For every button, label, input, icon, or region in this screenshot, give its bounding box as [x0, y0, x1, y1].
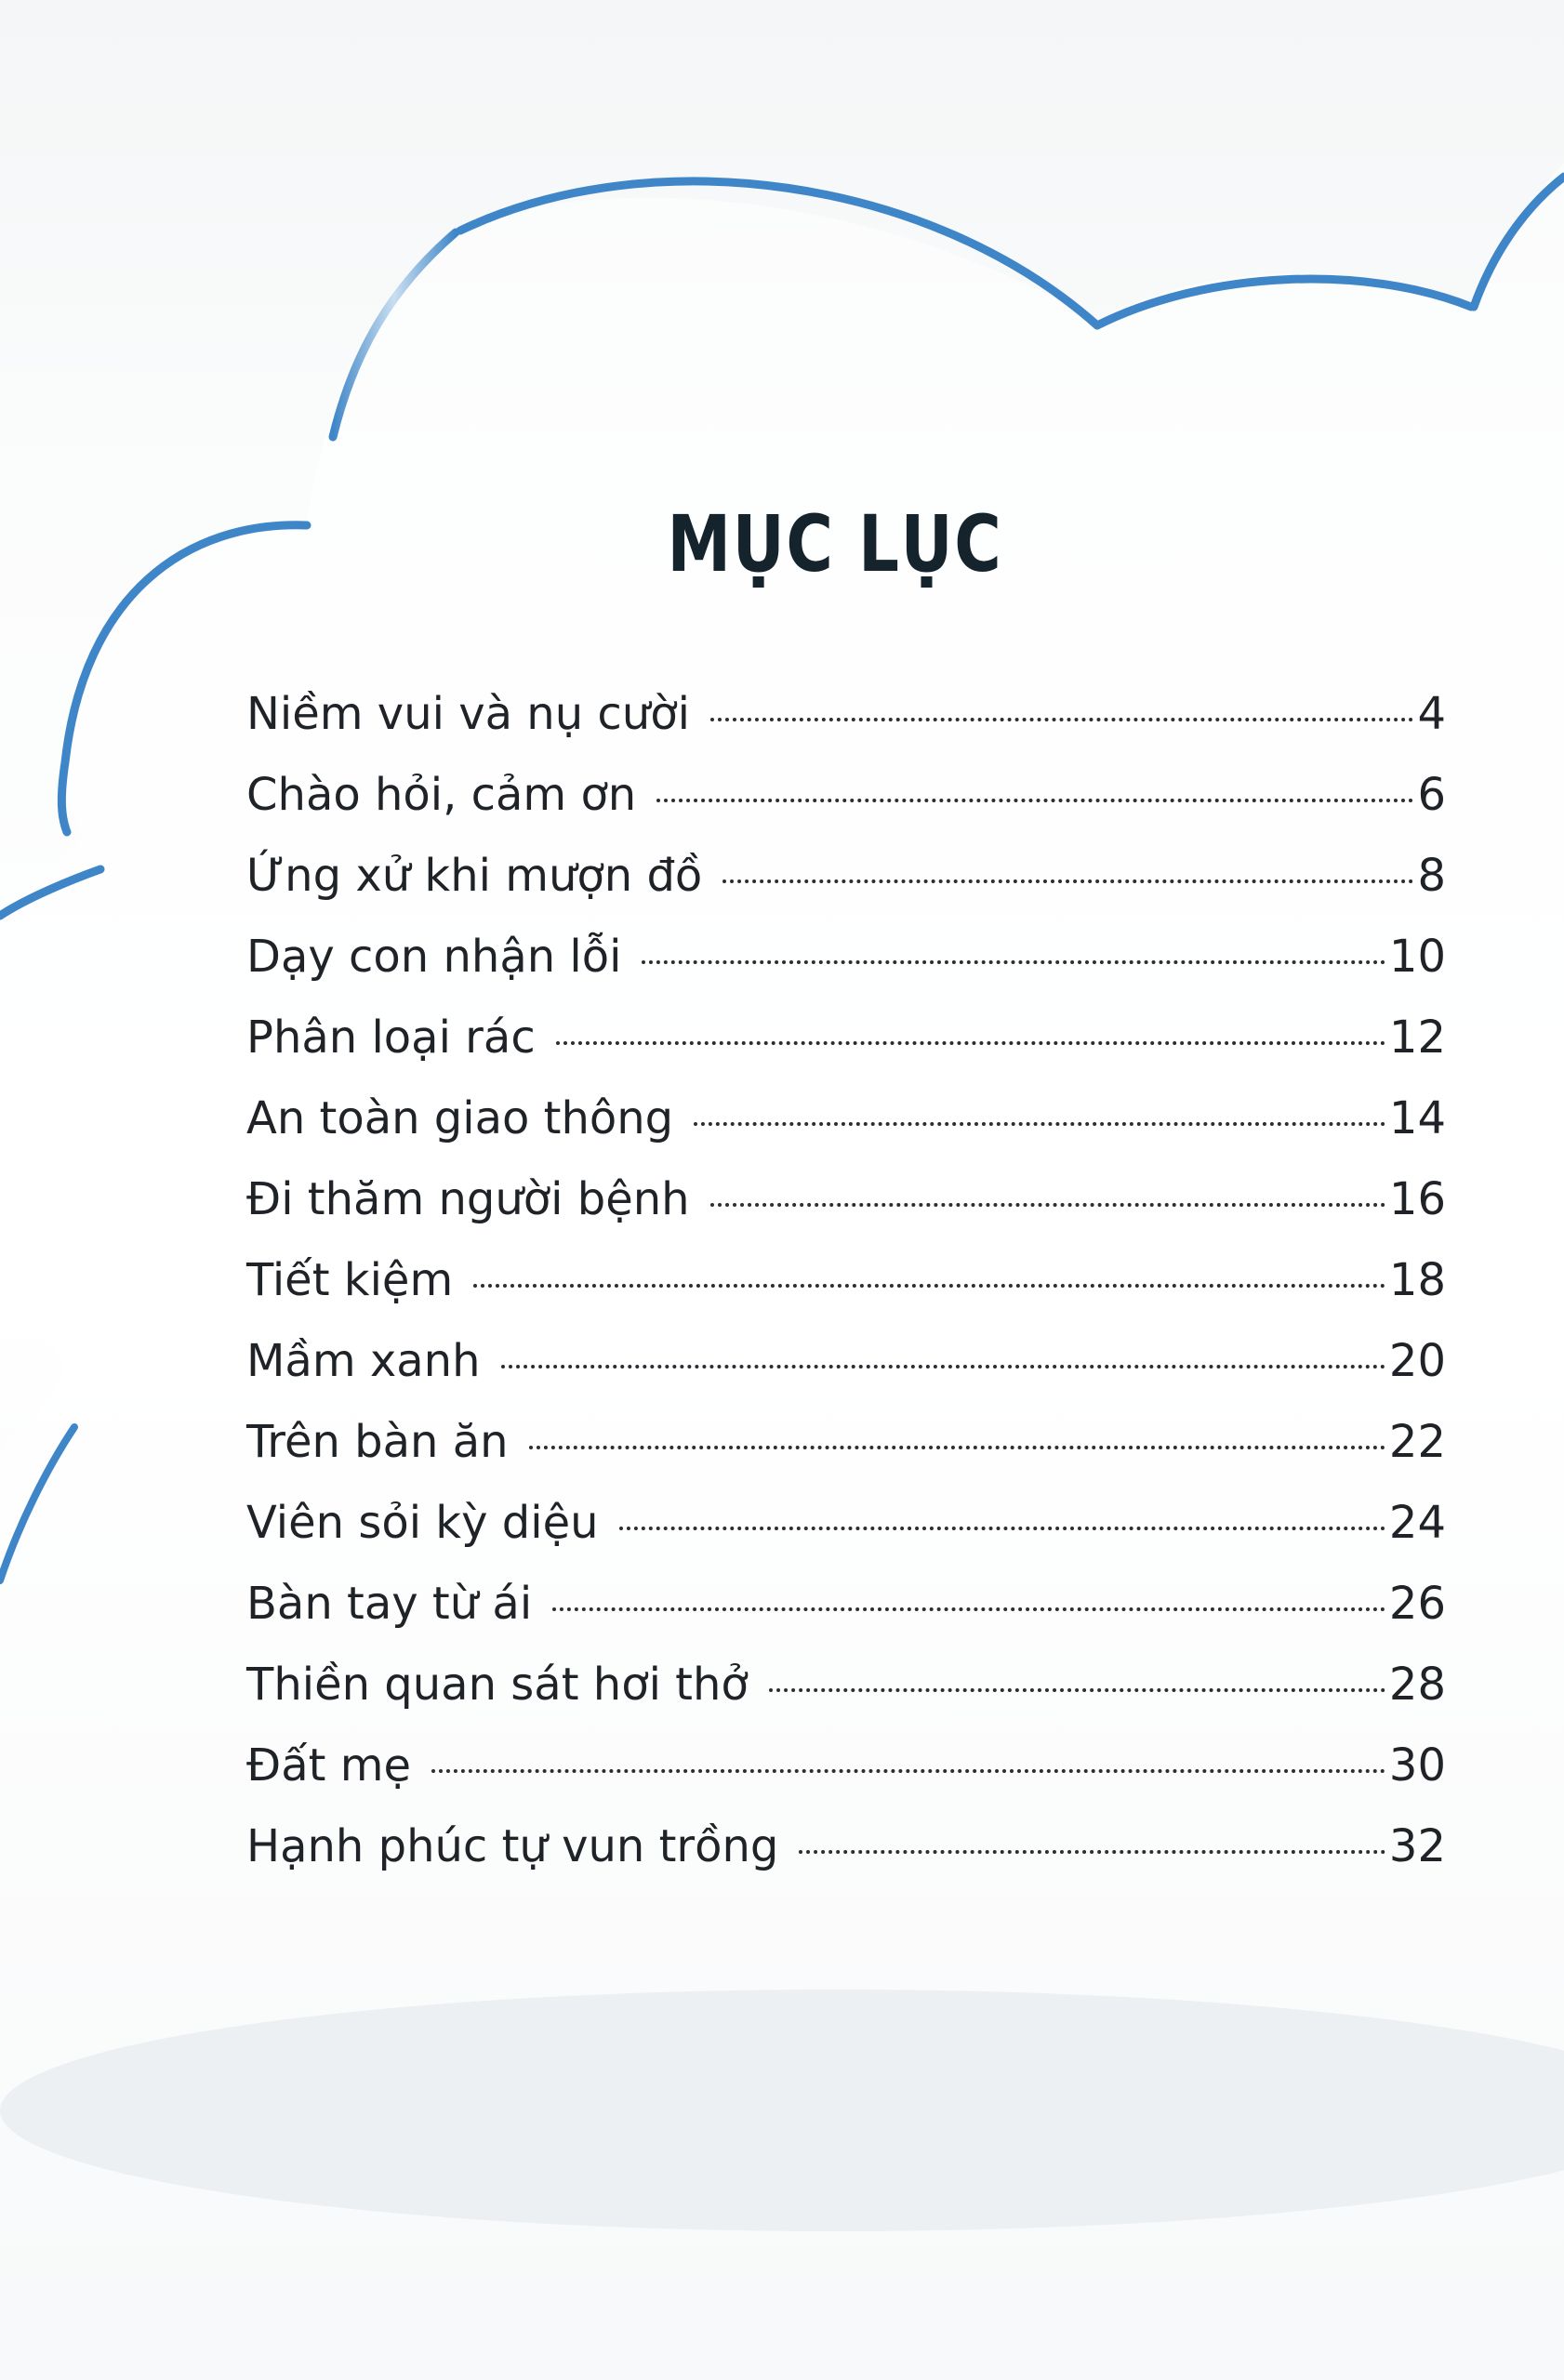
- dot-leader: [694, 1122, 1385, 1126]
- toc-entry: [246, 688, 1446, 769]
- toc-entry: [246, 850, 1446, 931]
- toc-entry-title: Mầm xanh: [246, 1335, 481, 1387]
- toc-entry-page-number: 26: [1388, 1578, 1446, 1630]
- toc-entry-title: Đi thăm người bệnh: [246, 1173, 690, 1225]
- dot-leader: [799, 1850, 1385, 1854]
- toc-entry-page-number: 10: [1388, 931, 1446, 983]
- toc-entry-page-number: 14: [1388, 1092, 1446, 1144]
- toc-entry-title: Bàn tay từ ái: [246, 1578, 533, 1630]
- toc-entry-page-number: 30: [1388, 1739, 1446, 1792]
- toc-entry: [246, 1012, 1446, 1092]
- toc-entry-page-number: 20: [1388, 1335, 1446, 1387]
- toc-entry-page-number: 6: [1417, 769, 1446, 821]
- toc-entry-title: Trên bàn ăn: [246, 1416, 509, 1468]
- toc-entry: [246, 1578, 1446, 1659]
- toc-entry-page-number: 32: [1388, 1820, 1446, 1872]
- toc-entry-page-number: 24: [1388, 1497, 1446, 1549]
- toc-entry: [246, 1254, 1446, 1335]
- dot-leader: [769, 1688, 1385, 1692]
- toc-entry: [246, 1659, 1446, 1739]
- dot-leader: [722, 879, 1413, 883]
- toc-entry: [246, 769, 1446, 850]
- toc-entry-page-number: 12: [1388, 1012, 1446, 1064]
- dot-leader: [556, 1041, 1385, 1045]
- dot-leader: [710, 718, 1414, 721]
- toc-entry-title: Chào hỏi, cảm ơn: [246, 769, 637, 821]
- toc-entry-title: Viên sỏi kỳ diệu: [246, 1497, 599, 1549]
- toc-entry-page-number: 28: [1388, 1659, 1446, 1711]
- toc-entry-title: Thiền quan sát hơi thở: [246, 1659, 749, 1711]
- toc-entry-title: Ứng xử khi mượn đồ: [246, 850, 703, 902]
- dot-leader: [501, 1365, 1385, 1368]
- toc-entry-title: Hạnh phúc tự vun trồng: [246, 1820, 779, 1872]
- toc-entry-page-number: 16: [1388, 1173, 1446, 1225]
- toc-entry-title: Phân loại rác: [246, 1012, 536, 1064]
- toc-entry: [246, 1335, 1446, 1416]
- dot-leader: [656, 799, 1413, 802]
- toc-entry: [246, 1173, 1446, 1254]
- table-of-contents: [246, 688, 1446, 1901]
- toc-entry-title: Đất mẹ: [246, 1739, 411, 1792]
- dot-leader: [529, 1446, 1385, 1449]
- dot-leader: [431, 1769, 1385, 1773]
- toc-entry-page-number: 8: [1417, 850, 1446, 902]
- toc-entry-page-number: 4: [1417, 688, 1446, 740]
- dot-leader: [642, 960, 1385, 964]
- toc-entry-title: Niềm vui và nụ cười: [246, 688, 690, 740]
- dot-leader: [710, 1203, 1385, 1207]
- dot-leader: [473, 1284, 1385, 1288]
- toc-entry-title: Tiết kiệm: [246, 1254, 454, 1306]
- toc-entry: [246, 931, 1446, 1012]
- toc-entry: [246, 1416, 1446, 1497]
- toc-entry-page-number: 18: [1388, 1254, 1446, 1306]
- toc-entry-page-number: 22: [1388, 1416, 1446, 1468]
- toc-entry: [246, 1092, 1446, 1173]
- toc-entry: [246, 1820, 1446, 1901]
- toc-entry: [246, 1497, 1446, 1578]
- dot-leader: [552, 1607, 1385, 1611]
- toc-entry-title: Dạy con nhận lỗi: [246, 931, 622, 983]
- toc-entry: [246, 1739, 1446, 1820]
- page-title: MỤC LỤC: [667, 498, 1003, 589]
- dot-leader: [619, 1527, 1385, 1530]
- toc-entry-title: An toàn giao thông: [246, 1092, 674, 1144]
